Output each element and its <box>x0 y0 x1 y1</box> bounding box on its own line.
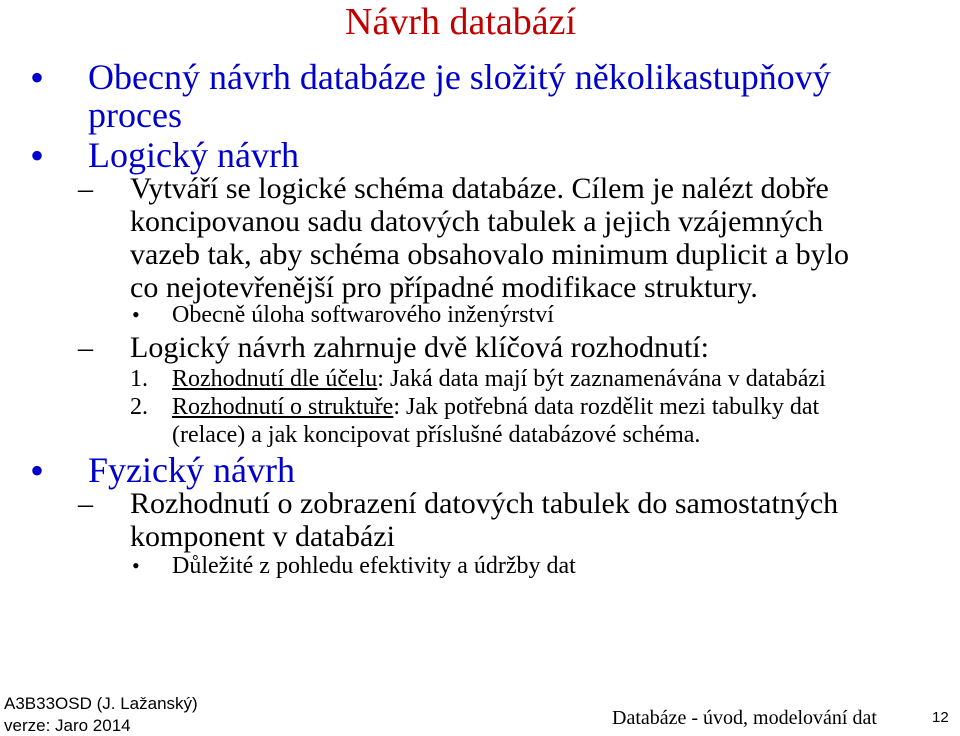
sub-bullet-icon: • <box>132 553 140 578</box>
bullet-icon: • <box>30 133 45 178</box>
decision-item <box>172 394 819 421</box>
decision-term: Rozhodnutí dle účelu <box>172 366 378 392</box>
bullet-icon: • <box>30 448 45 493</box>
footer-topic: Databáze - úvod, modelování dat <box>612 707 877 729</box>
paragraph-line: Rozhodnutí o zobrazení datových tabulek do samostatných <box>130 487 839 520</box>
list-number: 1. <box>130 366 148 392</box>
bullet-text: proces <box>88 95 182 135</box>
paragraph-line: komponent v databázi <box>130 520 395 553</box>
decision-text: : Jak potřebná data rozdělit mezi tabulky dat <box>393 394 820 420</box>
dash-icon: – <box>78 172 93 205</box>
paragraph-line: co nejotevřenější pro případné modifikace struktury. <box>130 271 758 304</box>
paragraph-line: Logický návrh zahrnuje dvě klíčová rozhodnutí: <box>130 331 709 364</box>
bullet-text: Obecný návrh databáze je složitý několikastupňový <box>88 57 831 97</box>
sub-bullet-text: Obecně úloha softwarového inženýrství <box>172 302 554 328</box>
bullet-text: Logický návrh <box>88 135 299 175</box>
paragraph-line: koncipovanou sadu datových tabulek a jejich vzájemných <box>130 205 824 238</box>
dash-icon: – <box>78 331 93 364</box>
paragraph-line: vazeb tak, aby schéma obsahovalo minimum duplicit a bylo <box>130 238 849 271</box>
slide-title: Návrh databází <box>345 1 577 43</box>
bullet-text: Fyzický návrh <box>88 450 295 490</box>
paragraph-line: Vytváří se logické schéma databáze. Cílem je nalézt dobře <box>130 172 829 205</box>
list-number: 2. <box>130 394 148 420</box>
sub-bullet-icon: • <box>132 302 140 327</box>
footer-course: A3B33OSD (J. Lažanský) <box>4 694 198 713</box>
decision-item <box>172 366 826 393</box>
footer-version: verze: Jaro 2014 <box>4 716 131 735</box>
page-number: 12 <box>932 709 949 726</box>
dash-icon: – <box>78 487 93 520</box>
bullet-icon: • <box>30 55 45 100</box>
decision-text: : Jaká data mají být zaznamenávána v databázi <box>377 366 826 392</box>
sub-bullet-text: Důležité z pohledu efektivity a údržby dat <box>172 553 576 579</box>
decision-term: Rozhodnutí o struktuře <box>172 394 394 420</box>
decision-continuation: (relace) a jak koncipovat příslušné databázové schéma. <box>172 422 701 448</box>
